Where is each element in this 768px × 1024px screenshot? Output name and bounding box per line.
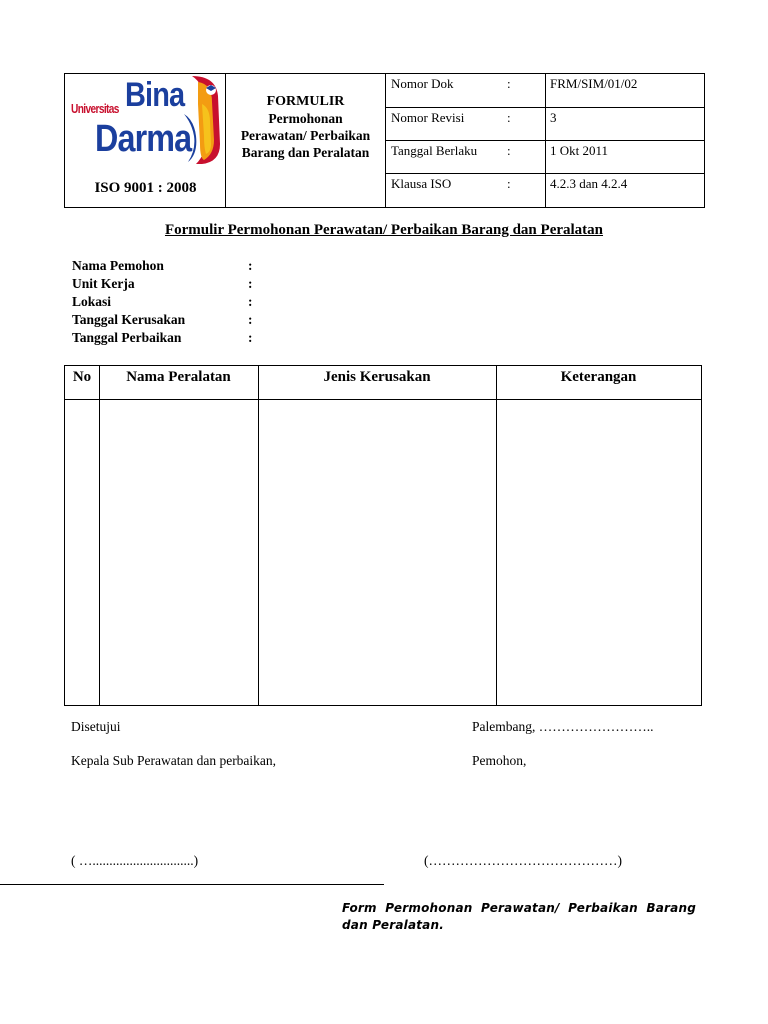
- meta-value: 1 Okt 2011: [550, 143, 609, 158]
- meta-label: Nomor Dok: [391, 76, 454, 91]
- left-signatory-title: Kepala Sub Perawatan dan perbaikan,: [71, 753, 277, 768]
- field-colon: :: [248, 276, 253, 291]
- equipment-table: [64, 365, 702, 706]
- field-colon: :: [248, 312, 253, 327]
- meta-label: Tanggal Berlaku: [391, 143, 478, 158]
- field-label-work-unit: Unit Kerja: [72, 276, 135, 291]
- form-title: FORMULIR: [266, 94, 345, 109]
- column-header-equipment-name: Nama Peralatan: [126, 369, 231, 385]
- left-signature-line: ( …..............................): [71, 853, 199, 868]
- meta-value: 3: [550, 110, 557, 125]
- iso-certification-label: ISO 9001 : 2008: [94, 180, 197, 196]
- meta-row-effective-date: [386, 141, 704, 174]
- meta-label: Nomor Revisi: [391, 110, 465, 125]
- document-header-table: [64, 73, 705, 208]
- column-header-damage-type: Jenis Kerusakan: [323, 369, 431, 385]
- form-subtitle-line: Barang dan Peralatan: [241, 145, 370, 160]
- meta-row-document-number: [386, 74, 704, 108]
- column-header-notes: Keterangan: [560, 369, 637, 385]
- meta-value: FRM/SIM/01/02: [550, 76, 638, 91]
- form-subtitle-line: Perawatan/ Perbaikan: [240, 128, 371, 143]
- meta-label: Klausa ISO: [391, 176, 452, 191]
- footer-caption: Form Permohonan Perawatan/ Perbaikan Barang dan Peralatan.: [342, 901, 696, 932]
- logo-university-text: Universitas: [71, 101, 119, 116]
- field-label-damage-date: Tanggal Kerusakan: [72, 312, 186, 327]
- field-colon: :: [248, 294, 253, 309]
- form-title-cell: [226, 74, 386, 207]
- field-label-repair-date: Tanggal Perbaikan: [72, 330, 182, 345]
- logo-darma-text: Darma: [95, 118, 192, 160]
- approved-label: Disetujui: [71, 719, 121, 734]
- meta-colon: :: [507, 176, 511, 191]
- meta-colon: :: [507, 143, 511, 158]
- right-signature-line: (……………………………………): [424, 853, 622, 868]
- meta-colon: :: [507, 110, 511, 125]
- university-logo-icon: [182, 74, 224, 166]
- column-header-no: No: [72, 369, 92, 385]
- page-title: Formulir Permohonan Perawatan/ Perbaikan Barang dan Peralatan: [164, 222, 604, 238]
- right-signatory-title: Pemohon,: [472, 753, 527, 768]
- meta-row-revision: [386, 108, 704, 141]
- field-label-location: Lokasi: [72, 294, 112, 309]
- logo-cell: [65, 74, 226, 207]
- footer-divider: [0, 884, 384, 885]
- meta-row-iso-clause: [386, 174, 704, 207]
- place-date-label: Palembang, ……………………..: [472, 719, 654, 734]
- meta-value: 4.2.3 dan 4.2.4: [550, 176, 628, 191]
- field-label-applicant-name: Nama Pemohon: [72, 258, 164, 273]
- field-colon: :: [248, 330, 253, 345]
- field-colon: :: [248, 258, 253, 273]
- logo-bina-text: Bina: [125, 76, 185, 114]
- form-subtitle-line: Permohonan: [268, 111, 343, 126]
- meta-colon: :: [507, 76, 511, 91]
